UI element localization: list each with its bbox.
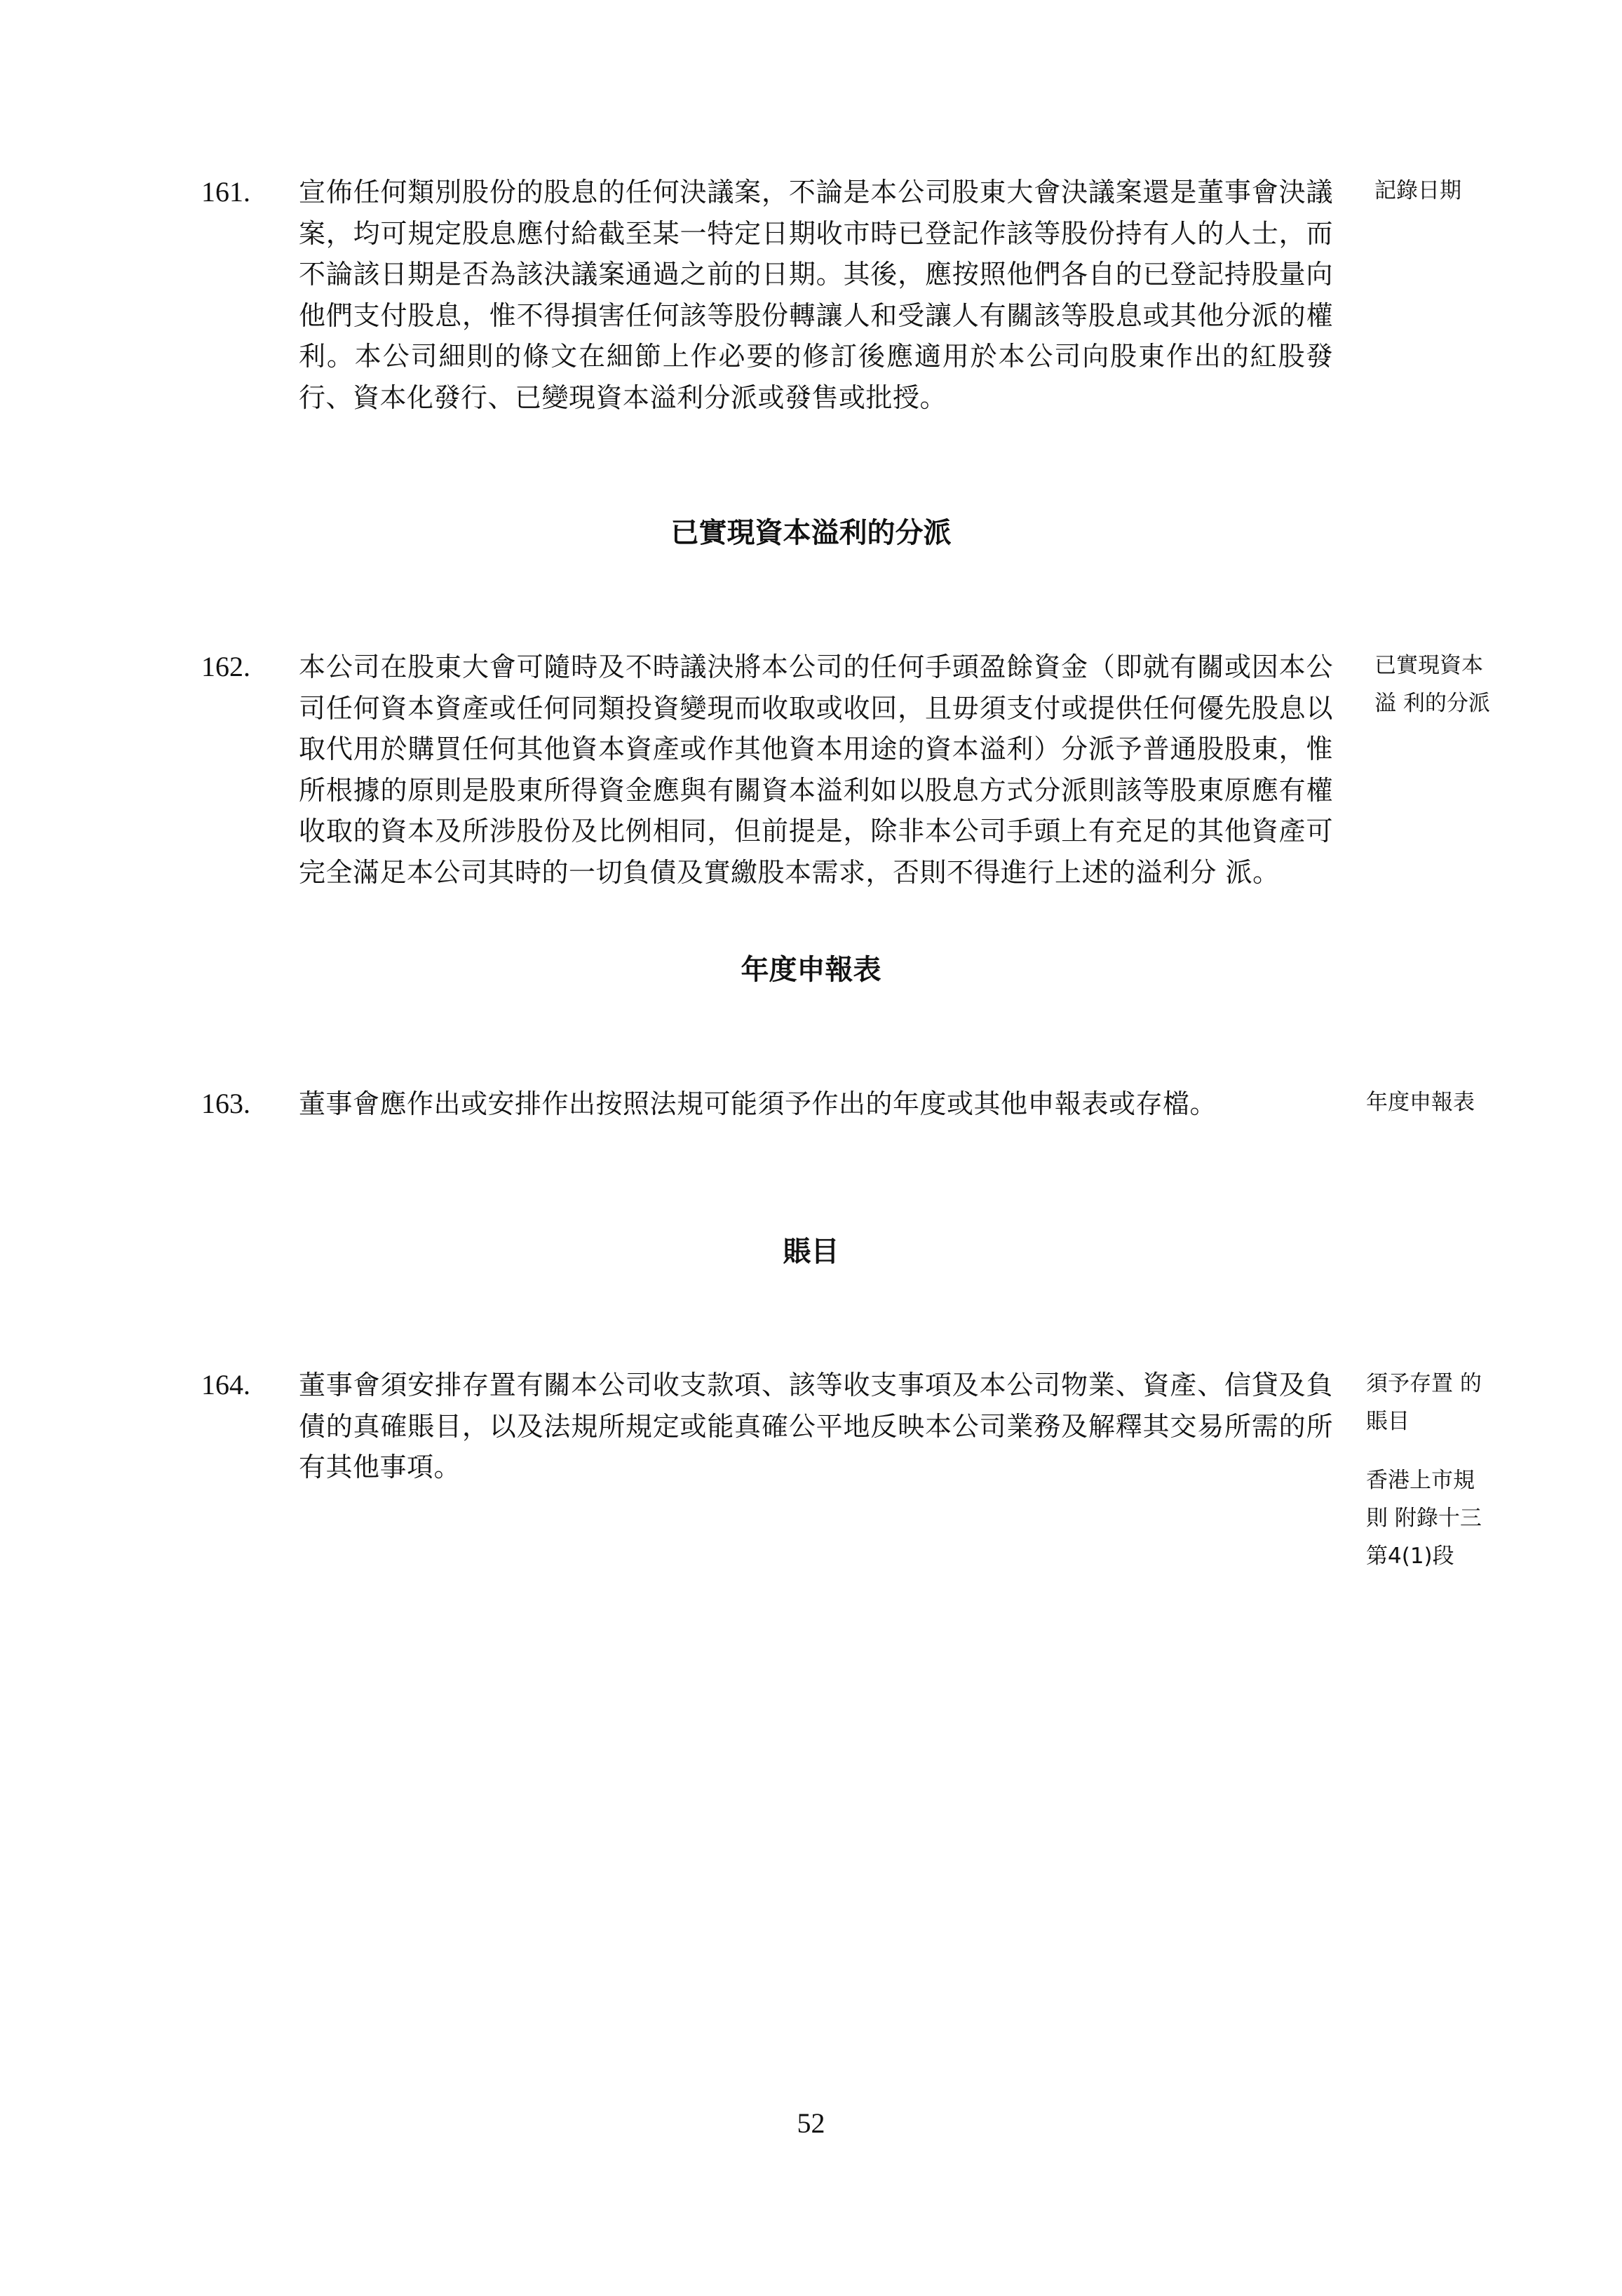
margin-note-line: 須予存置 的 bbox=[1366, 1371, 1482, 1396]
article-number: 162. bbox=[201, 651, 250, 682]
margin-note-line: 已實現資本 bbox=[1374, 653, 1483, 678]
margin-note-line: 記錄日期 bbox=[1374, 178, 1461, 203]
margin-note-line: 賬目 bbox=[1366, 1409, 1410, 1434]
margin-note bbox=[1374, 172, 1550, 210]
article-body: 董事會應作出或安排作出按照法規可能須予作出的年度或其他申報表或存檔。 bbox=[299, 1088, 1217, 1119]
margin-note bbox=[1374, 647, 1550, 722]
section-heading-accounts: 賬目 bbox=[783, 1236, 839, 1268]
margin-note-line: 香港上市規 bbox=[1366, 1468, 1475, 1493]
article-number: 163. bbox=[201, 1088, 250, 1119]
article-body: 本公司在股東大會可隨時及不時議決將本公司的任何手頭盈餘資金（即就有關或因本公司任何資本資產或任何同類投資變現而收取或收回，且毋須支付或提供任何優先股息以取代用於購買任何其他資本資產或作其他資本用途的資本溢利）分派予普通股股東，惟所根據的原則是股東所得資金應與有關資本溢利如以股息方式分派則該等股東原應有權收取的資本及所涉股份及比例相同，但前提是，除非本公司手頭上有充足的其他資產可完全滿足本公司其時的一切負債及實繳股本需求，否則不得進行上述的溢利分 派。 bbox=[299, 651, 1333, 888]
article-number: 164. bbox=[201, 1369, 250, 1400]
article-body: 董事會須安排存置有關本公司收支款項、該等收支事項及本公司物業、資產、信貸及負債的真確賬目，以及法規所規定或能真確公平地反映本公司業務及解釋其交易所需的所有其他事項。 bbox=[299, 1370, 1333, 1483]
margin-note-line: 第4(1)段 bbox=[1366, 1544, 1454, 1569]
page-number: 52 bbox=[797, 2107, 825, 2139]
article-body: 宣佈任何類別股份的股息的任何決議案，不論是本公司股東大會決議案還是董事會決議案，均可規定股息應付給截至某一特定日期收市時已登記作該等股份持有人的人士，而不論該日期是否為該決議案通過之前的日期。其後，應按照他們各自的已登記持股量向他們支付股息，惟不得損害任何該等股份轉讓人和受讓人有關該等股息或其他分派的權利。本公司細則的條文在細節上作必要的修訂後應適用於本公司向股東作出的紅股發行、資本化發行、已變現資本溢利分派或發售或批授。 bbox=[299, 177, 1333, 413]
margin-note-line: 年度申報表 bbox=[1366, 1090, 1475, 1115]
margin-note-spacer bbox=[1366, 1440, 1541, 1461]
section-heading-annual-returns: 年度申報表 bbox=[741, 954, 881, 986]
section-heading-realized-profits: 已實現資本溢利的分派 bbox=[670, 517, 952, 549]
margin-note bbox=[1366, 1083, 1541, 1121]
margin-note bbox=[1366, 1365, 1541, 1575]
margin-note-line: 溢 利的分派 bbox=[1374, 691, 1490, 716]
margin-note-line: 則 附錄十三 bbox=[1366, 1506, 1482, 1531]
article-number: 161. bbox=[201, 176, 250, 208]
